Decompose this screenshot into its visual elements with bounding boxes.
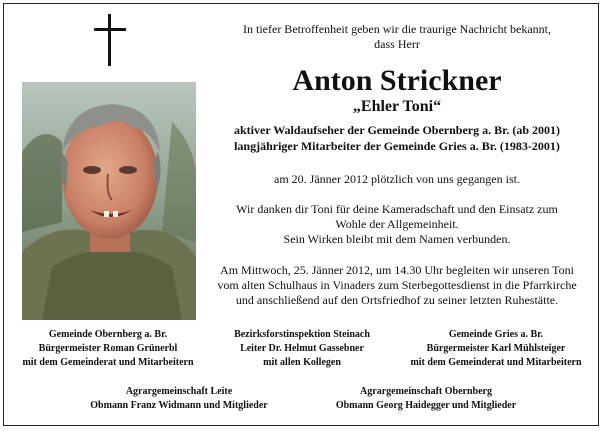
signatory-org: Gemeinde Obernberg a. Br. [48,329,168,340]
signatory-person: Leiter Dr. Helmut Gassebner [240,343,364,354]
signatory-extra: mit dem Gemeinderat und Mitarbeitern [410,357,582,368]
thanks-line: Sein Wirken bleibt mit dem Namen verbunden. [283,232,511,246]
intro-line: dass Herr [374,37,420,51]
signatory-org: Agrargemeinschaft Leite [125,386,233,397]
death-notice: am 20. Jänner 2012 plötzlich von uns gegangen ist. [274,172,520,186]
funeral-line: Am Mittwoch, 25. Jänner 2012, um 14.30 Uhr begleiten wir unseren Toni [220,263,574,277]
portrait-photo [22,82,196,320]
signatory-person: Bürgermeister Roman Grünerbl [38,343,178,354]
signatory-extra: mit allen Kollegen [263,357,341,368]
signatory-person: Bürgermeister Karl Mühlsteiger [426,343,566,354]
signatory-person: Obmann Georg Haidegger und Mitglieder [335,400,517,411]
role-line: langjähriger Mitarbeiter der Gemeinde Gries a. Br. (1983-2001) [234,139,560,153]
thanks-line: Wohle der Allgemeinheit. [335,217,459,231]
signatory-extra: mit dem Gemeinderat und Mitarbeitern [22,357,194,368]
signatory-agrar-leite [74,385,284,413]
signatory-gries-municipality [398,328,594,370]
funeral-line: und anschließend auf den Ortsfriedhof zu seiner letzten Ruhestätte. [235,293,559,307]
signatory-org: Gemeinde Gries a. Br. [448,329,544,340]
intro-text [214,22,580,52]
signatory-obernberg-municipality [10,328,206,370]
signatory-org: Bezirksforstinspektion Steinach [234,329,370,340]
signatory-agrar-obernberg [316,385,536,413]
funeral-block [214,263,580,308]
role-line: aktiver Waldaufseher der Gemeinde Obernberg a. Br. (ab 2001) [234,123,560,137]
signatory-org: Agrargemeinschaft Obernberg [360,386,492,397]
funeral-line: vom alten Schulhaus in Vinaders zum Sterbegottesdienst in die Pfarrkirche [217,278,577,292]
signatory-person: Obmann Franz Widmann und Mitglieder [90,400,268,411]
deceased-name: Anton Strickner [292,64,502,97]
signatory-forestry-inspection [212,328,392,370]
thanks-block [214,202,580,247]
roles-block [214,122,580,154]
deceased-nickname: „Ehler Toni“ [352,98,442,115]
intro-line: In tiefer Betroffenheit geben wir die traurige Nachricht bekannt, [243,22,551,36]
thanks-line: Wir danken dir Toni für deine Kameradschaft und den Einsatz zum [236,202,558,216]
cross-icon [94,14,126,66]
